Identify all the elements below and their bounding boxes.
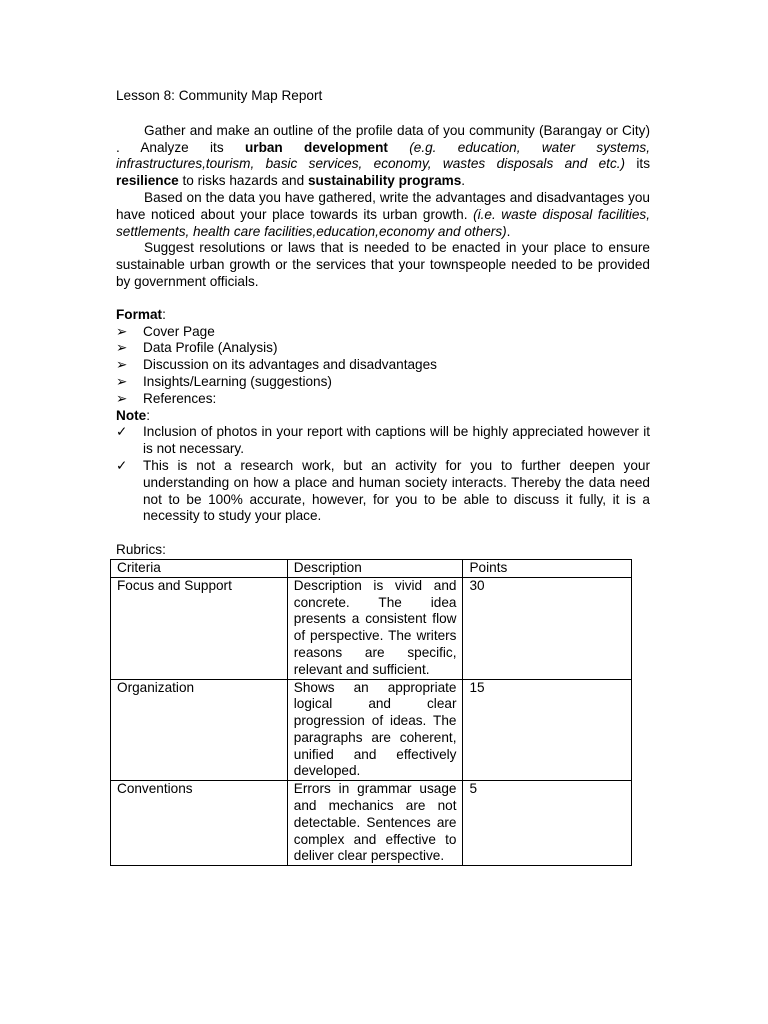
format-item bbox=[116, 324, 650, 341]
arrow-bullet-icon: ➢ bbox=[116, 390, 128, 406]
rubrics-label: Rubrics: bbox=[116, 542, 166, 558]
paragraph-text: . bbox=[506, 223, 511, 239]
format-item bbox=[116, 357, 650, 374]
note-item bbox=[116, 424, 650, 458]
examples-text: (e.g. education, water systems, infrastructures,tourism, basic services, economy, wastes disposals and etc.) bbox=[116, 139, 651, 172]
arrow-bullet-icon: ➢ bbox=[116, 373, 128, 389]
paragraph-text: Suggest resolutions or laws that is needed to be enacted in your place to ensure sustainable urban growth or the services that your townspeople needed to be provided by government officials. bbox=[116, 240, 650, 289]
emphasis-urban-development: urban development bbox=[244, 139, 388, 155]
lesson-title: Lesson 8: Community Map Report bbox=[116, 88, 323, 103]
checkmark-icon: ✓ bbox=[116, 424, 128, 440]
format-list bbox=[116, 324, 650, 408]
note-heading bbox=[116, 408, 650, 425]
header-points: Points bbox=[463, 559, 632, 577]
note-item bbox=[116, 458, 650, 525]
spacer bbox=[116, 291, 650, 307]
table-row bbox=[111, 577, 632, 679]
table-row bbox=[111, 781, 632, 866]
format-item-label: References: bbox=[143, 390, 217, 406]
points-cell: 15 bbox=[463, 679, 632, 781]
paragraph-text: Based on the data you have gathered, write the advantages and disadvantages you have noticed about your place towards its urban growth. bbox=[116, 189, 650, 222]
format-item-label: Insights/Learning (suggestions) bbox=[143, 373, 332, 389]
table-header-row bbox=[111, 559, 632, 577]
description-cell: Errors in grammar usage and mechanics are not detectable. Sentences are complex and effective to deliver clear perspective. bbox=[287, 781, 463, 866]
format-item bbox=[116, 340, 650, 357]
paragraph-text: Gather and make an outline of the profile data of you community (Barangay or City) . Analyze its bbox=[116, 122, 650, 155]
criteria-cell: Conventions bbox=[111, 781, 288, 866]
format-item-label: Data Profile (Analysis) bbox=[143, 340, 278, 356]
arrow-bullet-icon: ➢ bbox=[116, 323, 128, 339]
instructions-paragraph-1 bbox=[116, 123, 650, 190]
note-list bbox=[116, 424, 650, 525]
emphasis-sustainability-programs: sustainability programs bbox=[307, 173, 462, 189]
note-item-text: Inclusion of photos in your report with captions will be highly appreciated however it is not necessary. bbox=[143, 424, 650, 457]
format-item bbox=[116, 391, 650, 408]
format-heading bbox=[116, 307, 650, 324]
description-cell: Description is vivid and concrete. The idea presents a consistent flow of perspective. The writers reasons are specific, relevant and sufficient. bbox=[287, 577, 463, 679]
format-heading-label: Format bbox=[116, 306, 163, 322]
description-cell: Shows an appropriate logical and clear progression of ideas. The paragraphs are coherent, unified and effectively developed. bbox=[287, 679, 463, 781]
note-heading-colon: : bbox=[146, 407, 150, 423]
header-criteria: Criteria bbox=[111, 559, 288, 577]
table-row bbox=[111, 679, 632, 781]
arrow-bullet-icon: ➢ bbox=[116, 357, 128, 373]
header-description: Description bbox=[287, 559, 463, 577]
points-cell: 5 bbox=[463, 781, 632, 866]
checkmark-icon: ✓ bbox=[116, 457, 128, 473]
emphasis-resilience: resilience bbox=[116, 173, 179, 189]
document-content bbox=[116, 88, 650, 866]
instructions-paragraph-3 bbox=[116, 240, 650, 290]
rubrics-table bbox=[110, 559, 632, 866]
paragraph-text: . bbox=[461, 173, 466, 189]
format-item-label: Cover Page bbox=[143, 323, 215, 339]
note-heading-label: Note bbox=[116, 407, 147, 423]
format-heading-colon: : bbox=[162, 306, 166, 322]
note-item-text: This is not a research work, but an activity for you to further deepen your understanding on how a place and human society interacts. Thereby the data need not to be 100% accurate, however, for you to be able to discuss it fully, it is a necessity to study your place. bbox=[143, 457, 650, 524]
arrow-bullet-icon: ➢ bbox=[116, 340, 128, 356]
format-item-label: Discussion on its advantages and disadvantages bbox=[143, 357, 437, 373]
criteria-cell: Focus and Support bbox=[111, 577, 288, 679]
examples-text: (i.e. waste disposal facilities, settlements, health care facilities,education,economy and others) bbox=[116, 206, 650, 239]
points-cell: 30 bbox=[463, 577, 632, 679]
paragraph-text: to risks hazards and bbox=[178, 173, 308, 189]
instructions-paragraph-2 bbox=[116, 190, 650, 240]
format-item bbox=[116, 374, 650, 391]
criteria-cell: Organization bbox=[111, 679, 288, 781]
paragraph-text: its bbox=[625, 156, 650, 172]
